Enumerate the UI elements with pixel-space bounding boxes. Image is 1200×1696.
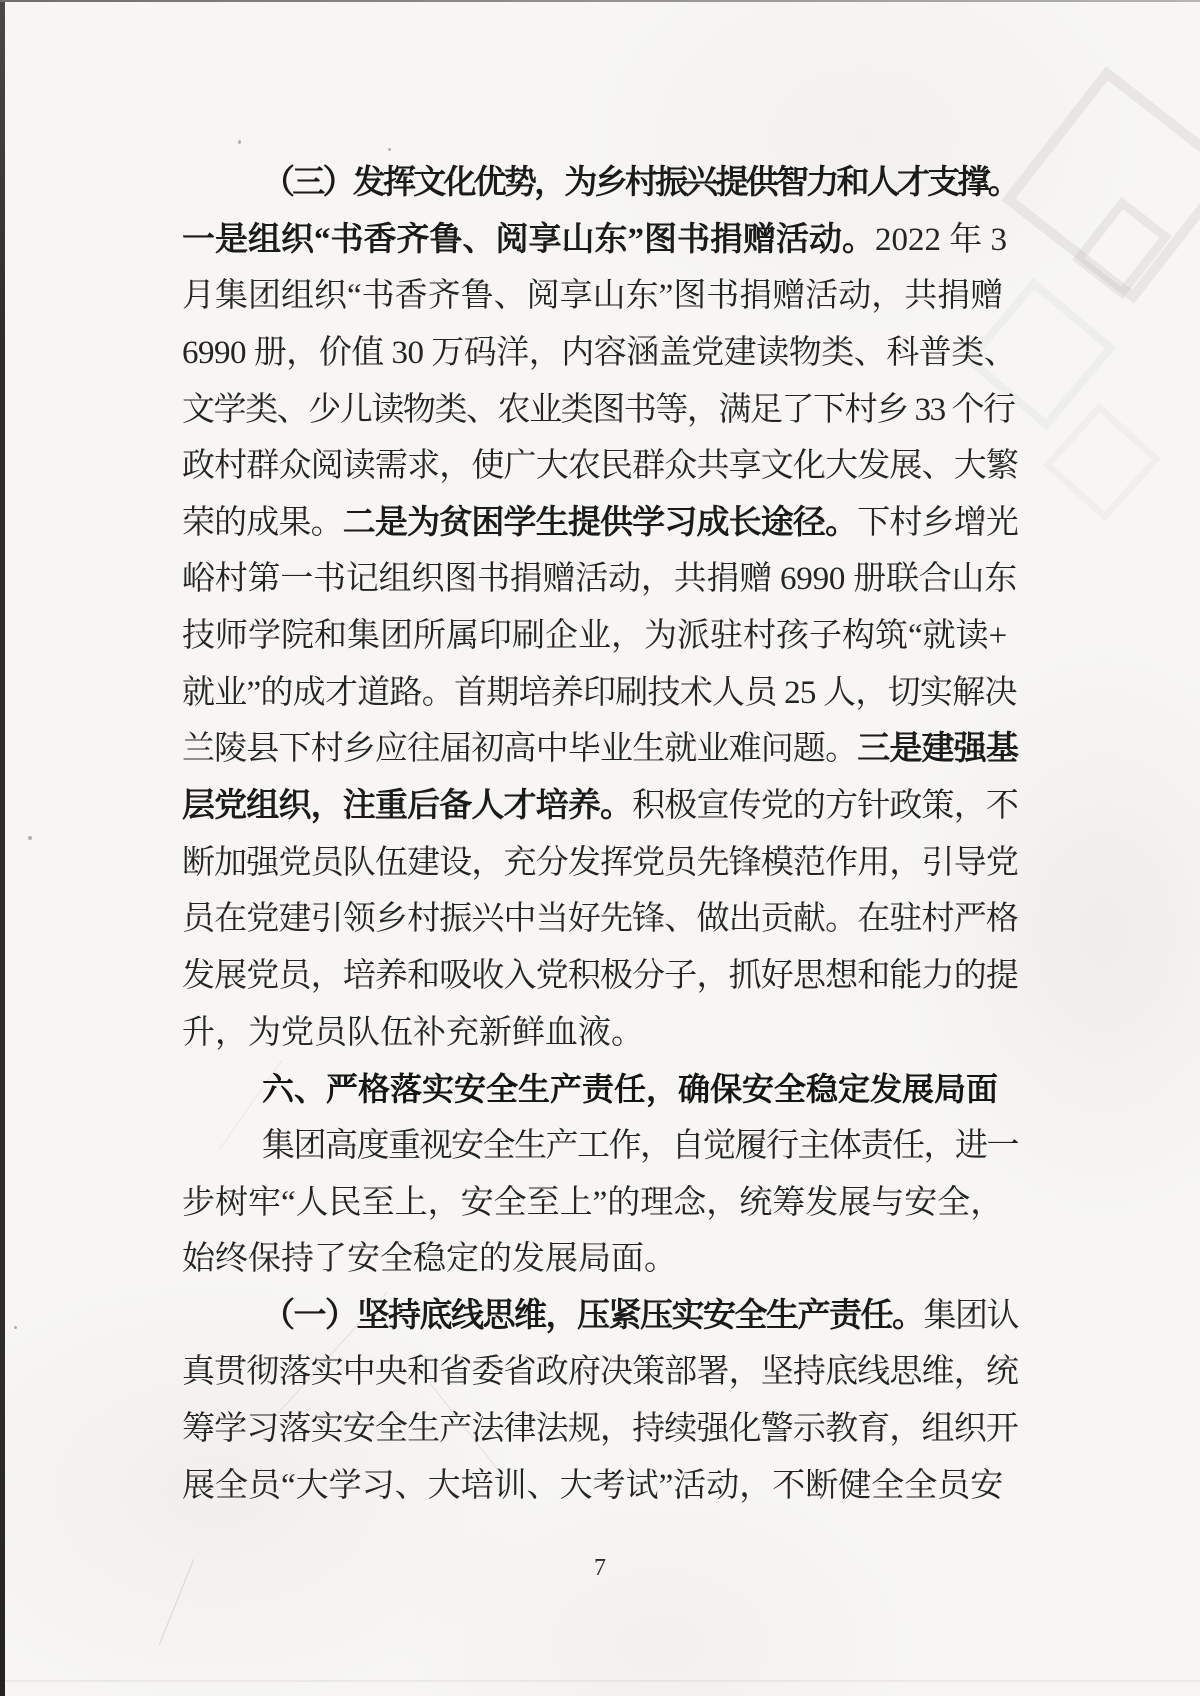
scan-speck	[238, 140, 241, 144]
text-line	[182, 1118, 1018, 1175]
text-line	[182, 155, 1018, 212]
text-line	[182, 495, 1018, 552]
text-line	[182, 382, 1018, 439]
text-line	[182, 1344, 1018, 1401]
text-line	[182, 721, 1018, 778]
text-line	[182, 835, 1018, 892]
text-run: 荣的成果。	[182, 504, 343, 541]
text-line	[182, 1401, 1018, 1458]
text-run: （三）发挥文化优势，为乡村振兴提供智力和人才支撑。	[262, 165, 1019, 201]
text-run: 文学类、少儿读物类、农业类图书等，满足了下村乡 33 个行	[182, 391, 1015, 428]
text-line	[182, 608, 1018, 665]
text-run: 筹学习落实安全生产法律法规，持续强化警示教育，组织开	[182, 1411, 1019, 1448]
scan-bottom-edge	[0, 1680, 1200, 1682]
text-line	[182, 778, 1018, 835]
text-line	[182, 1458, 1018, 1515]
text-run: 积极宣传党的方针政策，不	[632, 788, 1019, 825]
text-run: （一）坚持底线思维，压紧压实安全生产责任。	[262, 1297, 924, 1334]
text-line	[182, 1288, 1018, 1345]
text-line	[182, 551, 1018, 608]
text-block	[182, 155, 1018, 1514]
text-line	[182, 1005, 1018, 1062]
text-run: 2022 年 3	[875, 221, 1007, 258]
text-run: 政村群众阅读需求，使广大农民群众共享文化大发展、大繁	[182, 448, 1019, 485]
text-line	[182, 665, 1018, 722]
text-run: 展全员“大学习、大培训、大考试”活动，不断健全全员安	[182, 1467, 1004, 1504]
text-run: 步树牢“人民至上，安全至上”的理念，统筹发展与安全，	[182, 1184, 1004, 1221]
text-run: 员在党建引领乡村振兴中当好先锋、做出贡献。在驻村严格	[182, 901, 1019, 938]
text-line	[182, 948, 1018, 1005]
text-run: 始终保持了安全稳定的发展局面。	[182, 1241, 677, 1278]
text-run: 下村乡增光	[857, 504, 1019, 541]
text-line	[182, 325, 1018, 382]
text-run: 二是为贫困学生提供学习成长途径。	[342, 504, 858, 541]
text-line	[182, 212, 1018, 269]
watermark-artifact-icon	[1043, 403, 1162, 522]
text-run: 月集团组织“书香齐鲁、阅享山东”图书捐赠活动，共捐赠	[182, 278, 1004, 315]
text-run: 三是建强基	[857, 731, 1019, 768]
text-run: 断加强党员队伍建设，充分发挥党员先锋模范作用，引导党	[182, 844, 1019, 881]
text-run: 6990 册，价值 30 万码洋，内容涵盖党建读物类、科普类、	[182, 334, 1017, 371]
text-run: 集团认	[923, 1297, 1018, 1334]
scan-top-edge	[0, 0, 1200, 2]
section-heading	[182, 1061, 1018, 1118]
text-line	[182, 891, 1018, 948]
text-run: 技师学院和集团所属印刷企业，为派驻村孩子构筑“就读+	[182, 618, 1008, 655]
text-run: 峪村第一书记组织图书捐赠活动，共捐赠 6990 册联合山东	[182, 561, 1018, 598]
text-run: 集团高度重视安全生产工作，自觉履行主体责任，进一	[262, 1127, 1018, 1164]
text-run: 兰陵县下村乡应往届初高中毕业生就业难问题。	[182, 731, 858, 768]
scan-left-edge	[0, 0, 5, 1696]
text-run: 六、严格落实安全生产责任，确保安全稳定发展局面	[262, 1071, 999, 1108]
page-number: 7	[594, 1555, 606, 1581]
text-line	[182, 268, 1018, 325]
text-run: 发展党员，培养和吸收入党积极分子，抓好思想和能力的提	[182, 957, 1019, 994]
text-line	[182, 1175, 1018, 1232]
text-run: 升，为党员队伍补充新鲜血液。	[182, 1014, 644, 1051]
text-run: 就业”的成才道路。首期培养印刷技术人员 25 人，切实解决	[182, 674, 1017, 711]
scan-speck	[14, 1326, 17, 1329]
scan-speck	[28, 836, 32, 840]
text-line	[182, 1231, 1018, 1288]
text-run: 层党组织，注重后备人才培养。	[182, 788, 633, 825]
scan-speck	[388, 148, 391, 151]
text-run: 真贯彻落实中央和省委省政府决策部署，坚持底线思维，统	[182, 1354, 1019, 1391]
text-run: 一是组织“书香齐鲁、阅享山东”图书捐赠活动。	[182, 221, 875, 258]
text-line	[182, 438, 1018, 495]
